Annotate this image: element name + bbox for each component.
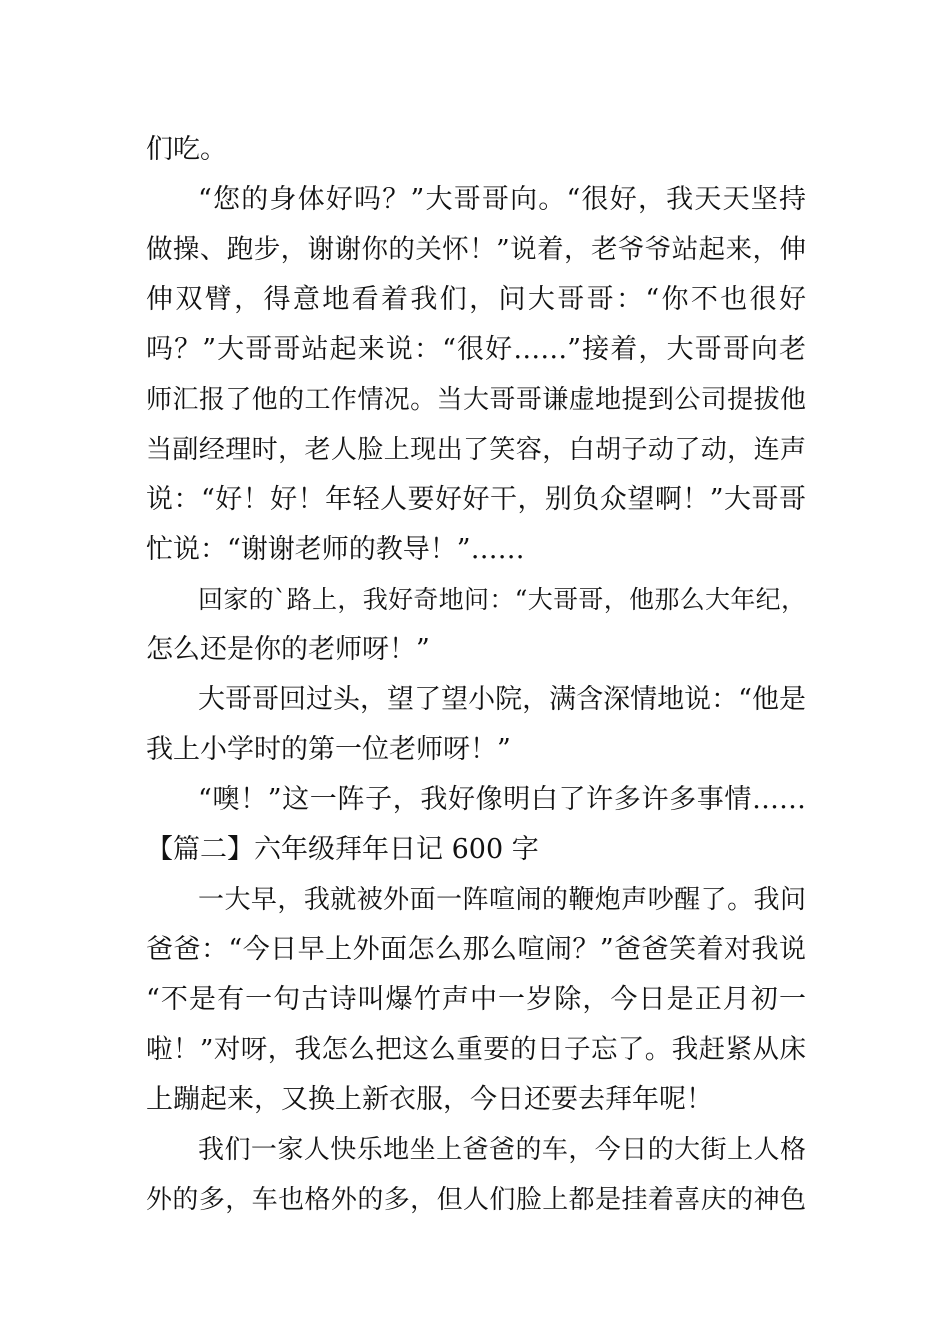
text-line: 吗？”大哥哥站起来说：“很好……”接着，大哥哥向老	[146, 334, 806, 365]
text-line: 啦！”对呀，我怎么把这么重要的日子忘了。我赶紧从床	[146, 1034, 806, 1065]
paragraph-start: 一大早，我就被外面一阵喧闹的鞭炮声吵醒了。我问	[198, 885, 806, 915]
text-line: 上蹦起来，又换上新衣服，今日还要去拜年呢！	[146, 1084, 713, 1115]
text-line: 爸爸：“今日早上外面怎么那么喧闹？”爸爸笑着对我说	[146, 934, 806, 965]
text-line: 做操、跑步，谢谢你的关怀！”说着，老爷爷站起来，伸	[146, 234, 806, 265]
paragraph-start: “噢！”这一阵子，我好像明白了许多许多事情……	[198, 784, 806, 815]
text-line: 外的多，车也格外的多，但人们脸上都是挂着喜庆的神色	[146, 1185, 806, 1215]
text-line: 当副经理时，老人脸上现出了笑容，白胡子动了动，连声	[146, 435, 806, 465]
text-line: 伸双臂，得意地看着我们，问大哥哥：“你不也很好	[146, 284, 806, 315]
paragraph-start: 回家的`路上，我好奇地问：“大哥哥，他那么大年纪，	[198, 585, 806, 614]
section-heading: 【篇二】六年级拜年日记 600 字	[146, 834, 539, 865]
paragraph-start: “您的身体好吗？”大哥哥向。“很好，我天天坚持	[198, 184, 806, 215]
text-line: 说：“好！好！年轻人要好好干，别负众望啊！”大哥哥	[146, 484, 806, 515]
paragraph-start: 我们一家人快乐地坐上爸爸的车，今日的大街上人格	[198, 1135, 806, 1165]
text-line: 忙说：“谢谢老师的教导！”……	[146, 534, 525, 565]
text-line: 我上小学时的第一位老师呀！”	[146, 734, 511, 765]
text-line: 怎么还是你的老师呀！”	[146, 634, 430, 665]
text-line: 师汇报了他的工作情况。当大哥哥谦虚地提到公司提拔他	[146, 385, 806, 415]
paragraph-start: 大哥哥回过头，望了望小院，满含深情地说：“他是	[198, 684, 806, 715]
text-line: “不是有一句古诗叫爆竹声中一岁除，今日是正月初一	[146, 984, 806, 1015]
text-line: 们吃。	[146, 134, 227, 165]
